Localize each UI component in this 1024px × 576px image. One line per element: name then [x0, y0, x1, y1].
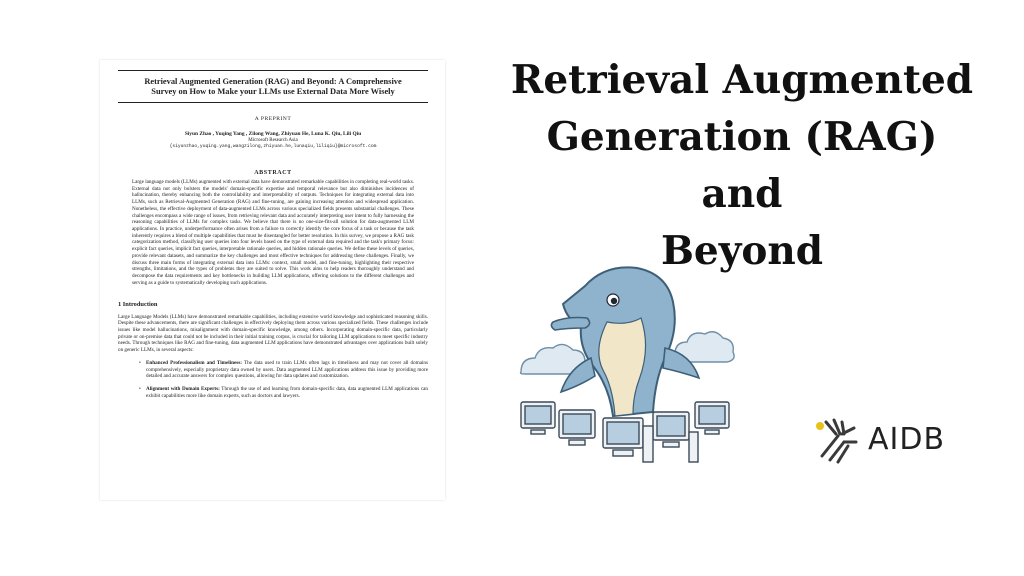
- abstract-text: Large language models (LLMs) augmented with external data have demonstrated remarkable capabilities in completing real-world tasks. External data not only bolsters the models' domain-specific expertise and temporal relevance but also diminishes incidences of hallucination, thereby enhancing both the controllability and interpretability of outputs. Techniques for integrating external data into LLMs, such as Retrieval-Augmented Generation (RAG) and fine-tuning, are gaining increasing attention and widespread application. Nonetheless, the effective deployment of data-augmented LLMs across various specialized fields presents substantial challenges. These challenges encompass a wide range of issues, from retrieving relevant data and accurately interpreting user intent to fully harnessing the reasoning capabilities of LLMs for complex tasks. We believe that there is no one-size-fits-all solution for data-augmented LLM applications. In practice, underperformance often arises from a failure to correctly identify the core focus of a task or because the task inherently requires a blend of multiple capabilities that must be disentangled for better resolution. In this survey, we propose a RAG task categorization method, classifying user queries into four levels based on the type of external data required and the task's primary focus: explicit fact queries, implicit fact queries, interpretable rationale queries, and hidden rationale queries. We define these levels of queries, provide relevant datasets, and summarize the key challenges and most effective techniques for addressing these challenges. Finally, we discuss three main forms of integrating external data into LLMs: context, small model, and fine-tuning, highlighting their respective strengths, limitations, and the types of problems they are suited to solve. This work aims to help readers thoroughly understand and decompose the data requirements and key bottlenecks in building LLM applications, offering solutions to the different challenges and serving as a guide to systematically developing such applications.: [132, 179, 414, 286]
- paper-affiliation: Microsoft Research Asia: [248, 138, 298, 143]
- headline-line1: Retrieval Augmented: [510, 57, 974, 103]
- paper-authors: Siyun Zhao , Yuqing Yang , Zilong Wang, Zhiyuan He, Luna K. Qiu, Lili Qiu: [184, 131, 362, 137]
- bullet-title: Alignment with Domain Experts:: [146, 385, 220, 392]
- bullet-dot: •: [139, 385, 141, 392]
- bullet-item: [139, 385, 428, 399]
- section-heading: 1 Introduction: [118, 300, 158, 308]
- bullet-dot: •: [139, 359, 141, 366]
- preprint-label: A PREPRINT: [254, 116, 292, 122]
- bullet-text: The data used to train LLMs often lags in timeliness and may not cover all domains comprehensively, especially proprietary data owned by users. Data augmented LLM applications address this issue by providing more detailed and accurate answers for complex questions, allowing for data updates and customization.: [146, 359, 428, 380]
- intro-paragraph: Large Language Models (LLMs) have demonstrated remarkable capabilities, including extensive world knowledge and sophisticated reasoning skills. Despite these advancements, there are significant challenges in effectively deploying them across various specialized fields. These challenges include issues like model hallucinations, misalignment with domain-specific knowledge, among others. Incorporating domain-specific data, particularly private or on-premise data that could not be included in their initial training corpus, is crucial for tailoring LLM applications to meet specific industry needs. Through techniques like RAG and fine-tuning, data augmented LLM applications have demonstrated advantages over applications built solely on generic LLMs, in several aspects:: [118, 313, 428, 354]
- paper-title-line2: Survey on How to Make your LLMs use External Data More Wisely: [151, 87, 395, 96]
- brand-name: AIDB: [868, 422, 946, 457]
- wasp-icon: [812, 416, 860, 464]
- headline: [500, 52, 984, 280]
- bullet-text: Through the use of and learning from domain-specific data, data augmented LLM applications can exhibit capabilities more like domain experts, such as doctors and lawyers.: [146, 385, 428, 399]
- title-top-rule: [118, 70, 428, 71]
- headline-line3: Beyond: [660, 228, 824, 274]
- paper-excerpt: [100, 60, 445, 500]
- headline-line2: Generation (RAG) and: [546, 114, 938, 217]
- abstract-heading: ABSTRACT: [254, 170, 292, 176]
- paper-title-line1: Retrieval Augmented Generation (RAG) and Beyond: A Comprehensive: [144, 77, 402, 86]
- bullet-item: [139, 359, 428, 380]
- dolphin-icon: [551, 267, 699, 416]
- paper-email: {siyunzhao,yuqing.yang,wangzilong,zhiyuan.he,lunaqiu,liliqiu}@microsoft.com: [169, 144, 377, 149]
- bullet-title: Enhanced Professionalism and Timeliness:: [146, 359, 242, 366]
- paper-title: [118, 77, 428, 97]
- title-bottom-rule: [118, 102, 428, 103]
- dolphin-with-computers-illustration: [515, 262, 737, 468]
